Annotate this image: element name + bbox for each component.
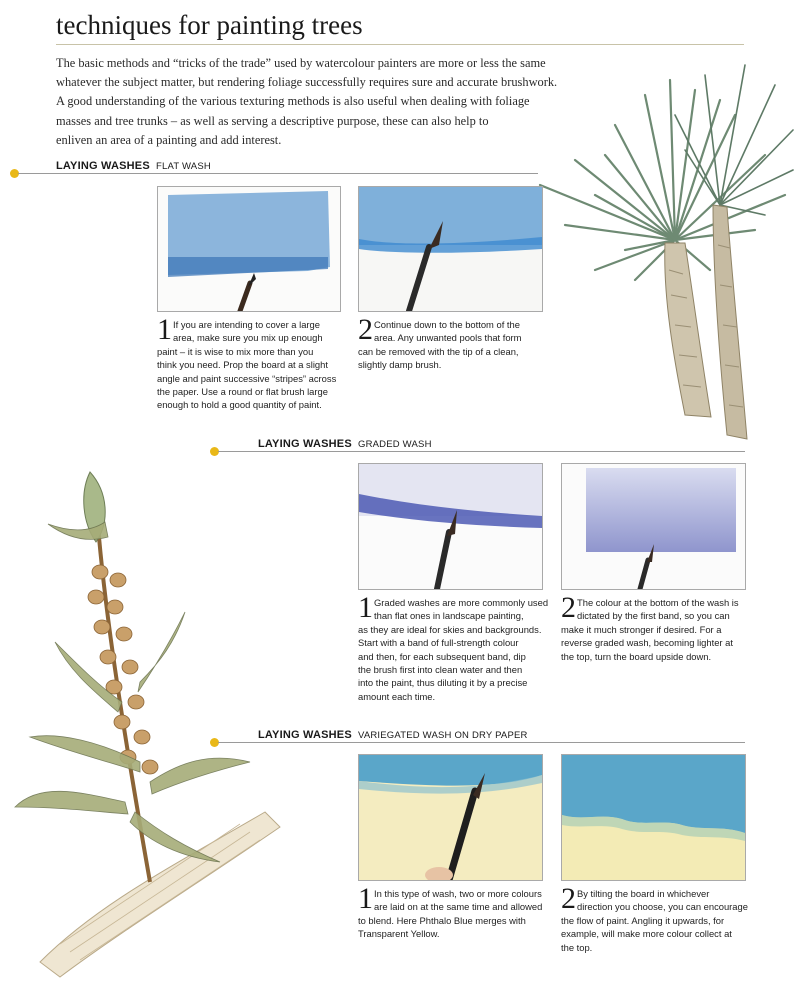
step-text-line: area. Any unwanted pools that form: [374, 332, 522, 344]
step-2-flat-wash: [358, 313, 543, 372]
step-text-line: the paper. Use a round or flat brush large: [157, 386, 328, 398]
step-text-line: Transparent Yellow.: [358, 928, 440, 940]
step-text-line: amount each time.: [358, 690, 436, 702]
palm-tree-illustration: [535, 55, 798, 445]
step-text-line: Graded washes are more commonly used: [374, 597, 549, 608]
flat-wash-photo-1: [157, 186, 341, 312]
step-text-line: and then, for each subsequent band, dip: [358, 650, 526, 662]
section-sublabel: GRADED WASH: [358, 439, 432, 450]
intro-line: enliven an area of a painting and add interest.: [56, 132, 282, 147]
step-number: 2: [561, 591, 576, 624]
section-sublabel: FLAT WASH: [156, 161, 211, 172]
step-text-line: In this type of wash, two or more colours: [374, 888, 542, 899]
step-2-variegated-wash: [561, 882, 751, 954]
step-text-line: into the paint, thus diluting it by a precise: [358, 677, 528, 689]
step-2-graded-wash: [561, 591, 751, 663]
step-text-line: the top.: [561, 941, 593, 953]
step-text-line: the top, turn the board upside down.: [561, 650, 712, 662]
step-text-line: angle and paint successive “stripes” across: [157, 372, 337, 384]
step-text-line: Continue down to the bottom of the: [374, 319, 520, 330]
section-header-graded-wash: [210, 438, 746, 456]
step-number: 2: [358, 313, 373, 346]
section-rule: [18, 173, 538, 174]
step-1-flat-wash: [157, 313, 342, 412]
section-header-flat-wash: [10, 160, 744, 178]
step-text-line: the flow of paint. Angling it upwards, for: [561, 914, 725, 926]
step-text-line: example, will make more colour collect at: [561, 928, 732, 940]
graded-wash-photo-1: [358, 463, 543, 590]
intro-line: A good understanding of the various texturing methods is also useful when dealing with foliage: [56, 94, 530, 109]
step-text-line: to blend. Here Phthalo Blue merges with: [358, 914, 526, 926]
title-divider: [56, 44, 744, 45]
section-label: LAYING WASHES: [56, 160, 150, 172]
page-title: techniques for painting trees: [56, 10, 363, 40]
flat-wash-photo-2: [358, 186, 543, 312]
intro-line: The basic methods and “tricks of the trade” used by watercolour painters are more or less the same: [56, 56, 546, 70]
step-text-line: reverse graded wash, becoming lighter at: [561, 637, 733, 649]
step-text-line: By tilting the board in whichever: [577, 888, 710, 899]
section-sublabel: VARIEGATED WASH ON DRY PAPER: [358, 730, 528, 741]
step-text-line: can be removed with the tip of a clean,: [358, 345, 519, 357]
section-label: LAYING WASHES: [258, 729, 352, 741]
step-text-line: make it much stronger if desired. For a: [561, 623, 722, 635]
section-header-variegated-wash: [210, 729, 746, 747]
intro-line: masses and tree trunks – as well as serving a descriptive purpose, these can also help to: [56, 113, 489, 128]
step-text-line: The colour at the bottom of the wash is: [577, 597, 739, 608]
step-1-variegated-wash: [358, 882, 548, 941]
step-text-line: paint – it is wise to mix more than you: [157, 345, 314, 357]
plant-illustration: [0, 462, 300, 982]
step-text-line: are laid on at the same time and allowed: [374, 901, 543, 913]
variegated-wash-photo-2: [561, 754, 746, 881]
step-text-line: area, make sure you mix up enough: [173, 332, 323, 344]
graded-wash-photo-2: [561, 463, 746, 590]
intro-line: whatever the subject matter, but rendering foliage successfully requires sure and accurate brushwork.: [56, 75, 558, 90]
step-text-line: enough to hold a good quantity of paint.: [157, 399, 322, 411]
step-number: 1: [358, 882, 373, 915]
step-text-line: If you are intending to cover a large: [173, 319, 320, 330]
step-text-line: Start with a band of full-strength colour: [358, 637, 519, 649]
step-1-graded-wash: [358, 591, 549, 703]
step-number: 1: [157, 313, 172, 346]
step-text-line: direction you choose, you can encourage: [577, 901, 748, 913]
step-text-line: dictated by the first band, so you can: [577, 610, 730, 622]
step-text-line: think you need. Prop the board at a slight: [157, 359, 328, 371]
step-text-line: than flat ones in landscape painting,: [374, 610, 524, 622]
section-label: LAYING WASHES: [258, 438, 352, 450]
step-text-line: as they are ideal for skies and backgrounds.: [358, 623, 542, 635]
step-number: 1: [358, 591, 373, 624]
step-text-line: the brush first into clean water and then: [358, 664, 523, 676]
step-number: 2: [561, 882, 576, 915]
step-text-line: slightly damp brush.: [358, 359, 442, 371]
section-rule: [218, 742, 745, 743]
variegated-wash-photo-1: [358, 754, 543, 881]
section-rule: [218, 451, 745, 452]
